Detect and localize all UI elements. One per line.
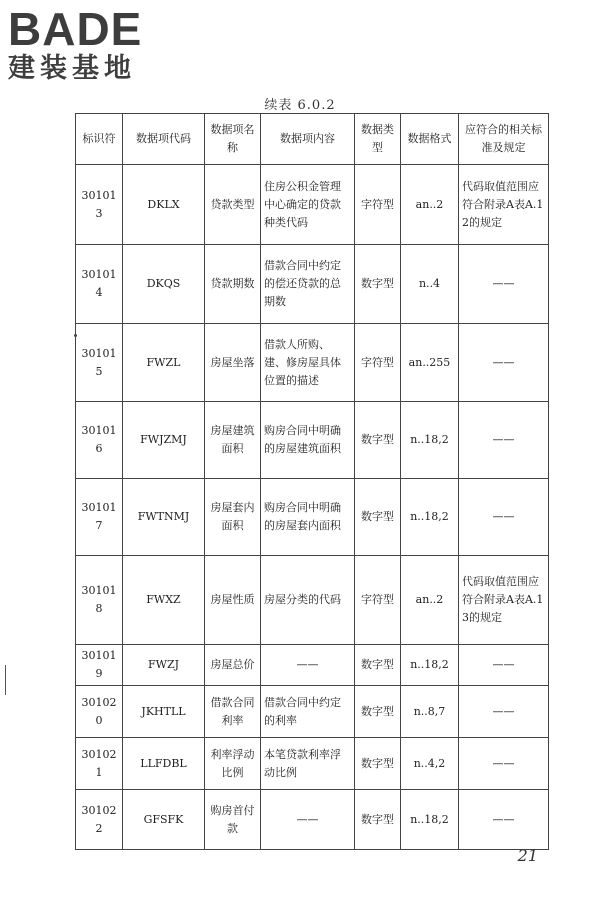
cell-content: 购房合同中明确的房屋套内面积 (261, 479, 355, 556)
cell-name: 房屋套内面积 (205, 479, 261, 556)
cell-format: n..18,2 (401, 790, 459, 850)
cell-content: 本笔贷款利率浮动比例 (261, 738, 355, 790)
cell-standard: —— (459, 245, 549, 324)
cell-name: 房屋建筑面积 (205, 402, 261, 479)
cell-format: an..2 (401, 165, 459, 245)
cell-id: 301015 (76, 324, 123, 402)
cell-type: 字符型 (355, 165, 401, 245)
cell-name: 利率浮动比例 (205, 738, 261, 790)
header-cell: 标识符 (76, 114, 123, 165)
cell-name: 贷款期数 (205, 245, 261, 324)
cell-code: FWTNMJ (123, 479, 205, 556)
page-number: 21 (517, 846, 538, 865)
table-row (76, 790, 549, 850)
cell-name: 购房首付款 (205, 790, 261, 850)
header-cell: 数据项代码 (123, 114, 205, 165)
table-row (76, 556, 549, 645)
cell-content: 房屋分类的代码 (261, 556, 355, 645)
header-cell: 数据格式 (401, 114, 459, 165)
cell-id: 301017 (76, 479, 123, 556)
header-cell: 数据项内容 (261, 114, 355, 165)
table-row (76, 738, 549, 790)
cell-standard: —— (459, 738, 549, 790)
cell-content: 借款合同中约定的利率 (261, 686, 355, 738)
cell-standard: 代码取值范围应符合附录A表A.13的规定 (459, 556, 549, 645)
cell-type: 数字型 (355, 479, 401, 556)
cell-type: 数字型 (355, 402, 401, 479)
header-row (76, 114, 549, 165)
header-cell: 应符合的相关标准及规定 (459, 114, 549, 165)
cell-format: n..4,2 (401, 738, 459, 790)
cell-code: LLFDBL (123, 738, 205, 790)
cell-id: 301019 (76, 645, 123, 686)
logo-latin: BADE (8, 3, 143, 55)
cell-id: 301018 (76, 556, 123, 645)
cell-code: GFSFK (123, 790, 205, 850)
cell-format: n..18,2 (401, 479, 459, 556)
table-row (76, 245, 549, 324)
cell-format: n..18,2 (401, 645, 459, 686)
cell-id: 301014 (76, 245, 123, 324)
cell-id: 301020 (76, 686, 123, 738)
cell-id: 301022 (76, 790, 123, 850)
table-row (76, 402, 549, 479)
cell-code: DKQS (123, 245, 205, 324)
cell-type: 数字型 (355, 686, 401, 738)
cell-standard: —— (459, 686, 549, 738)
cell-type: 数字型 (355, 245, 401, 324)
cell-code: FWJZMJ (123, 402, 205, 479)
cell-name: 房屋坐落 (205, 324, 261, 402)
cell-content: 住房公积金管理中心确定的贷款种类代码 (261, 165, 355, 245)
cell-standard: 代码取值范围应符合附录A表A.12的规定 (459, 165, 549, 245)
cell-code: FWZJ (123, 645, 205, 686)
cell-content: —— (261, 645, 355, 686)
table-row (76, 479, 549, 556)
cell-content: 购房合同中明确的房屋建筑面积 (261, 402, 355, 479)
cell-format: an..2 (401, 556, 459, 645)
cell-type: 数字型 (355, 645, 401, 686)
cell-content: —— (261, 790, 355, 850)
cell-standard: —— (459, 324, 549, 402)
cell-type: 字符型 (355, 556, 401, 645)
header-cell: 数据类型 (355, 114, 401, 165)
cell-type: 数字型 (355, 790, 401, 850)
table-caption: 续表 6.0.2 (264, 98, 336, 113)
cell-name: 贷款类型 (205, 165, 261, 245)
cell-format: n..18,2 (401, 402, 459, 479)
cell-standard: —— (459, 479, 549, 556)
cell-type: 字符型 (355, 324, 401, 402)
cell-standard: —— (459, 645, 549, 686)
cell-code: FWZL (123, 324, 205, 402)
cell-format: n..4 (401, 245, 459, 324)
header-cell: 数据项名称 (205, 114, 261, 165)
cell-name: 借款合同利率 (205, 686, 261, 738)
logo (8, 3, 143, 84)
cell-standard: —— (459, 402, 549, 479)
cell-name: 房屋总价 (205, 645, 261, 686)
table-row (76, 165, 549, 245)
logo-cjk: 建装基地 (8, 53, 136, 84)
cell-content: 借款人所购、建、修房屋具体位置的描述 (261, 324, 355, 402)
table-row (76, 686, 549, 738)
table-row (76, 645, 549, 686)
cell-code: FWXZ (123, 556, 205, 645)
table-row (76, 324, 549, 402)
data-table (75, 113, 549, 850)
cell-format: an..255 (401, 324, 459, 402)
cell-type: 数字型 (355, 738, 401, 790)
cell-content: 借款合同中约定的偿还贷款的总期数 (261, 245, 355, 324)
cell-format: n..8,7 (401, 686, 459, 738)
cell-standard: —— (459, 790, 549, 850)
cell-name: 房屋性质 (205, 556, 261, 645)
cell-code: JKHTLL (123, 686, 205, 738)
cell-id: 301016 (76, 402, 123, 479)
cell-id: 301021 (76, 738, 123, 790)
cell-id: 301013 (76, 165, 123, 245)
cell-code: DKLX (123, 165, 205, 245)
margin-mark (5, 665, 6, 695)
